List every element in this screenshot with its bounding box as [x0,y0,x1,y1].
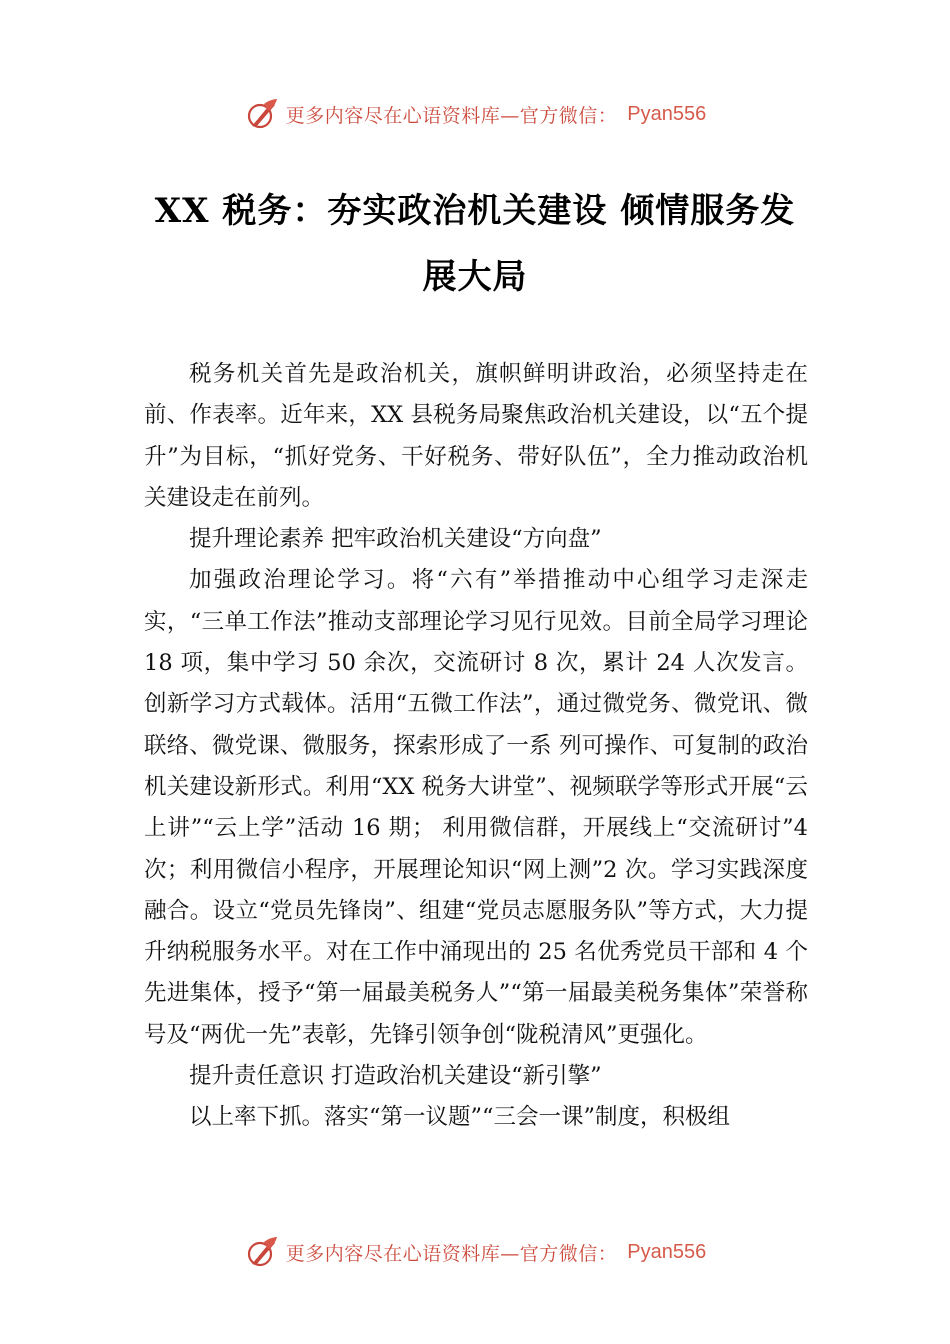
paragraph-lead-by-example: 以上率下抓。落实“第一议题”“三会一课”制度，积极组 [189,1104,731,1131]
section-heading-2: 提升责任意识 打造政治机关建设“新引擎” [189,1063,602,1090]
watermark-text: 更多内容尽在心语资料库—官方微信： [285,1242,618,1265]
quill-logo-icon [244,1234,280,1270]
document-body [144,354,808,1139]
title-line-1: XX 税务：夯实政治机关建设 倾情服务发 [154,191,796,231]
document-title [120,178,830,310]
watermark-wechat-id: Pyan556 [627,102,707,125]
watermark-text: 更多内容尽在心语资料库—官方微信： [285,104,618,127]
section-heading-1: 提升理论素养 把牢政治机关建设“方向盘” [189,526,602,553]
paragraph-intro: 税务机关首先是政治机关，旗帜鲜明讲政治，必须坚持走在前、作表率。近年来，XX 县税务局聚焦政治机关建设，以“五个提升”为目标，“抓好党务、干好税务、带好队伍”，全力推动政治机关建设走在前列。 [144,361,808,511]
watermark-wechat-id: Pyan556 [627,1240,707,1263]
header-watermark [0,92,950,136]
footer-watermark [0,1230,950,1274]
title-line-2: 展大局 [422,257,528,297]
paragraph-theory-study: 加强政治理论学习。将“六有”举措推动中心组学习走深走实，“三单工作法”推动支部理论学习见行见效。目前全局学习理论 18 项，集中学习 50 余次，交流研讨 8 次，累计 24 人次发言。创新学习方式载体。活用“五微工作法”，通过微党务、微党讯、微联络、微党课、微服务，探索形成了一系 列可操作、可复制的政治机关建设新形式。利用“XX 税务大讲堂”、视频联学等形式开展“云上讲”“云上学”活动 16 期； 利用微信群，开展线上“交流研讨”4 次；利用微信小程序，开展理论知识“网上测”2 次。学习实践深度融合。设立“党员先锋岗”、组建“党员志愿服务队”等方式，大力提升纳税服务水平。对在工作中涌现出的 25 名优秀党员干部和 4 个先进集体，授予“第一届最美税务人”“第一届最美税务集体”荣誉称号及“两优一先”表彰，先锋引领争创“陇税清风”更强化。 [144,567,808,1048]
quill-logo-icon [244,96,280,132]
